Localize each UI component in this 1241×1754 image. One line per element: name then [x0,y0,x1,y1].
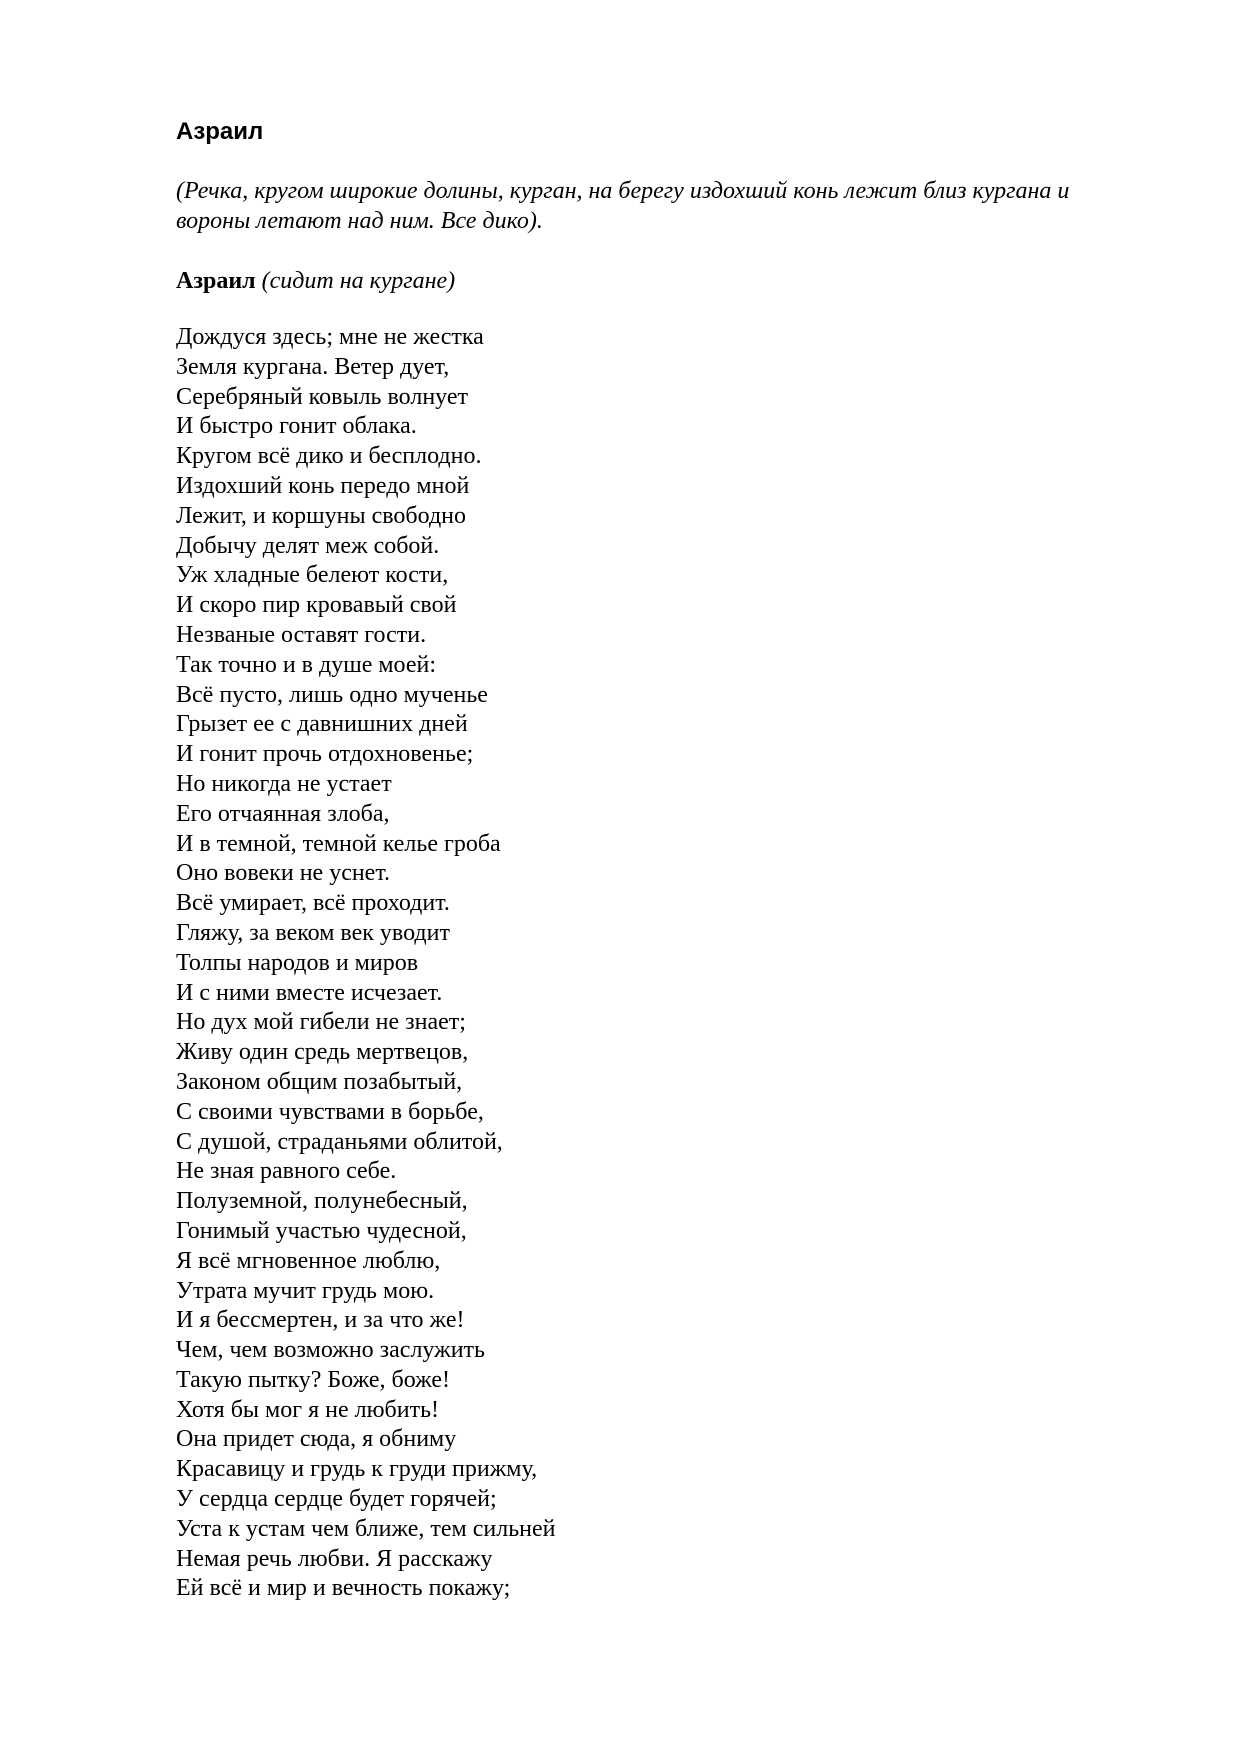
verse-line: Так точно и в душе моей: [176,651,437,678]
verse-line: Гонимый участью чудесной, [176,1217,467,1244]
verse-line: Ей всё и мир и вечность покажу; [176,1575,511,1602]
verse-line: Красавицу и грудь к груди прижму, [176,1456,538,1483]
document-title: Азраил [176,118,264,145]
verse-line: Издохший конь передо мной [176,472,470,499]
verse-line: И быстро гонит облака. [176,413,417,440]
verse-line: Но никогда не устает [176,770,392,797]
speaker-name: Азраил [176,268,256,294]
verse-line: Серебряный ковыль волнует [176,383,468,410]
verse-line: Немая речь любви. Я расскажу [176,1545,493,1572]
verse-line: С своими чувствами в борьбе, [176,1098,484,1125]
verse-line: У сердца сердце будет горячей; [176,1486,497,1513]
verse-line: И я бессмертен, и за что же! [176,1307,465,1334]
verse-block [176,323,555,1604]
verse-line: Незваные оставят гости. [176,621,427,648]
verse-line: Кругом всё дико и бесплодно. [176,443,482,470]
verse-line: Его отчаянная злоба, [176,800,390,827]
verse-line: Гляжу, за веком век уводит [176,919,450,946]
verse-line: С душой, страданьями облитой, [176,1128,503,1155]
verse-line: Живу один средь мертвецов, [176,1039,469,1066]
verse-line: Всё умирает, всё проходит. [176,890,450,917]
verse-line: Дождуся здесь; мне не жестка [176,324,484,350]
speaker-note: (сидит на кургане) [261,268,456,294]
verse-line: Уж хладные белеют кости, [176,562,449,589]
verse-line: Толпы народов и миров [176,949,419,976]
verse-line: Добычу делят меж собой. [176,532,440,559]
verse-line: Утрата мучит грудь мою. [176,1277,435,1304]
verse-line: Такую пытку? Боже, боже! [176,1366,451,1393]
verse-line: Оно вовеки не уснет. [176,860,391,887]
verse-line: И с ними вместе исчезает. [176,979,443,1006]
verse-line: Уста к устам чем ближе, тем сильней [176,1515,556,1542]
verse-line: Полуземной, полунебесный, [176,1188,468,1215]
speaker-line [176,266,455,296]
verse-line: Она придет сюда, я обниму [176,1426,457,1453]
verse-line: Чем, чем возможно заслужить [176,1337,485,1364]
stage-direction: (Речка, кругом широкие долины, курган, на берегу издохший конь лежит близ кургана и вороны летают над ним. Все дико). [176,178,1070,234]
verse-line: Не зная равного себе. [176,1158,397,1185]
verse-line: Хотя бы мог я не любить! [176,1396,440,1423]
verse-line: Лежит, и коршуны свободно [176,502,467,529]
verse-line: Законом общим позабытый, [176,1068,463,1095]
verse-line: И скоро пир кровавый свой [176,592,457,619]
verse-line: Я всё мгновенное люблю, [176,1247,441,1274]
verse-line: Но дух мой гибели не знает; [176,1009,466,1036]
verse-line: И гонит прочь отдохновенье; [176,741,474,768]
verse-line: И в темной, темной келье гроба [176,830,501,857]
verse-line: Всё пусто, лишь одно мученье [176,681,488,708]
verse-line: Грызет ее с давнишних дней [176,711,468,738]
verse-line: Земля кургана. Ветер дует, [176,353,450,380]
